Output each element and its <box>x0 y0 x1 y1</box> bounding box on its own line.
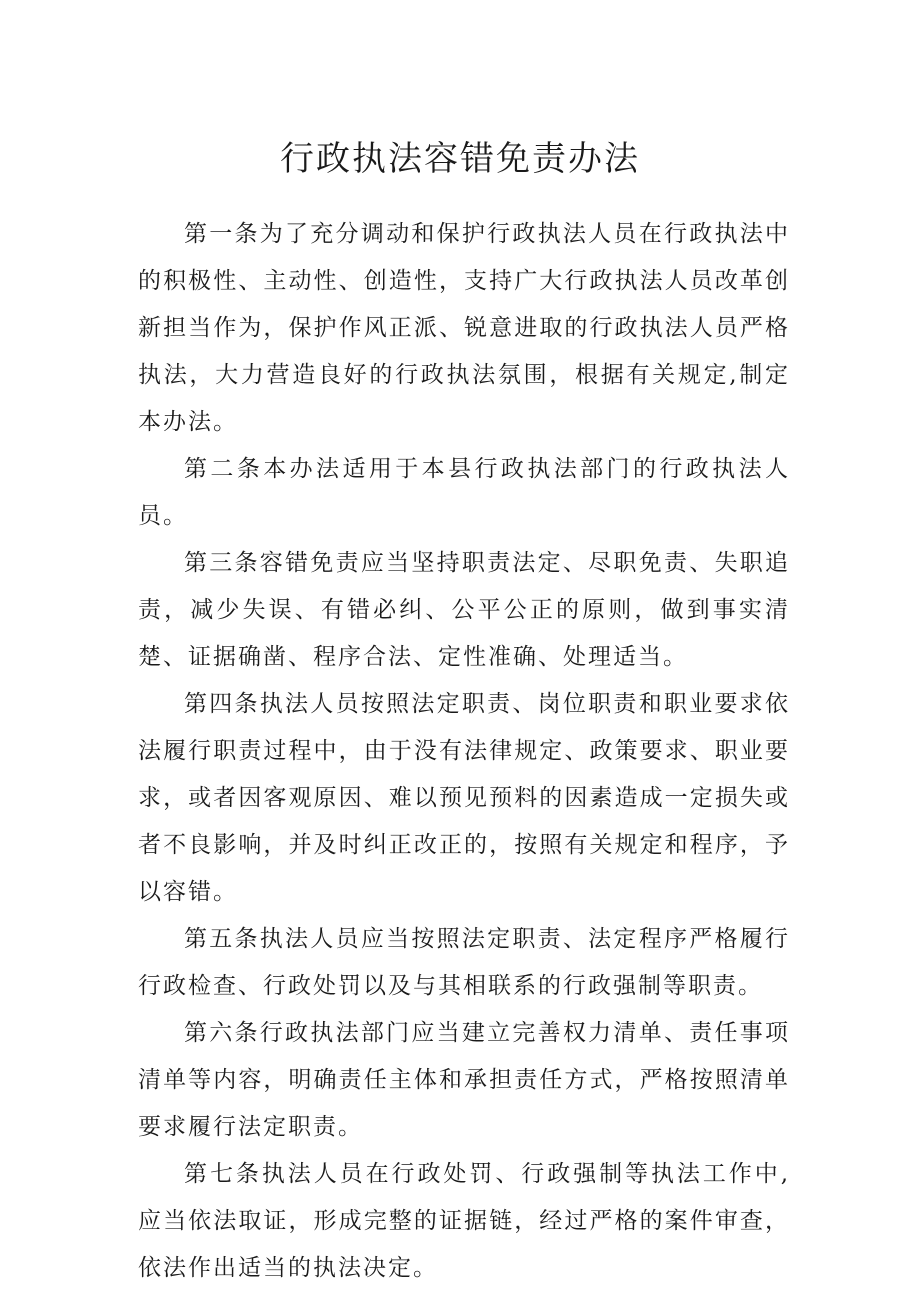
article-5-paragraph: 第五条执法人员应当按照法定职责、法定程序严格履行行政检查、行政处罚以及与其相联系的行政强制等职责。 <box>138 926 790 999</box>
document-title: 行政执法容错免责办法 <box>280 139 640 179</box>
article-2-paragraph: 第二条本办法适用于本县行政执法部门的行政执法人员。 <box>138 456 790 529</box>
article-6-paragraph: 第六条行政执法部门应当建立完善权力清单、责任事项清单等内容，明确责任主体和承担责任方式，严格按照清单要求履行法定职责。 <box>138 1020 790 1140</box>
article-7-paragraph: 第七条执法人员在行政处罚、行政强制等执法工作中,应当依法取证，形成完整的证据链，经过严格的案件审查，依法作出适当的执法决定。 <box>138 1161 790 1281</box>
document-body <box>138 211 790 1292</box>
article-4-paragraph: 第四条执法人员按照法定职责、岗位职责和职业要求依法履行职责过程中，由于没有法律规定、政策要求、职业要求，或者因客观原因、难以预见预料的因素造成一定损失或者不良影响，并及时纠正改正的，按照有关规定和程序，予以容错。 <box>138 691 790 905</box>
article-3-paragraph: 第三条容错免责应当坚持职责法定、尽职免责、失职追责，减少失误、有错必纠、公平公正的原则，做到事实清楚、证据确凿、程序合法、定性准确、处理适当。 <box>138 550 790 670</box>
article-1-paragraph: 第一条为了充分调动和保护行政执法人员在行政执法中的积极性、主动性、创造性，支持广大行政执法人员改革创新担当作为，保护作风正派、锐意进取的行政执法人员严格执法，大力营造良好的行政执法氛围，根据有关规定,制定本办法。 <box>138 221 790 435</box>
